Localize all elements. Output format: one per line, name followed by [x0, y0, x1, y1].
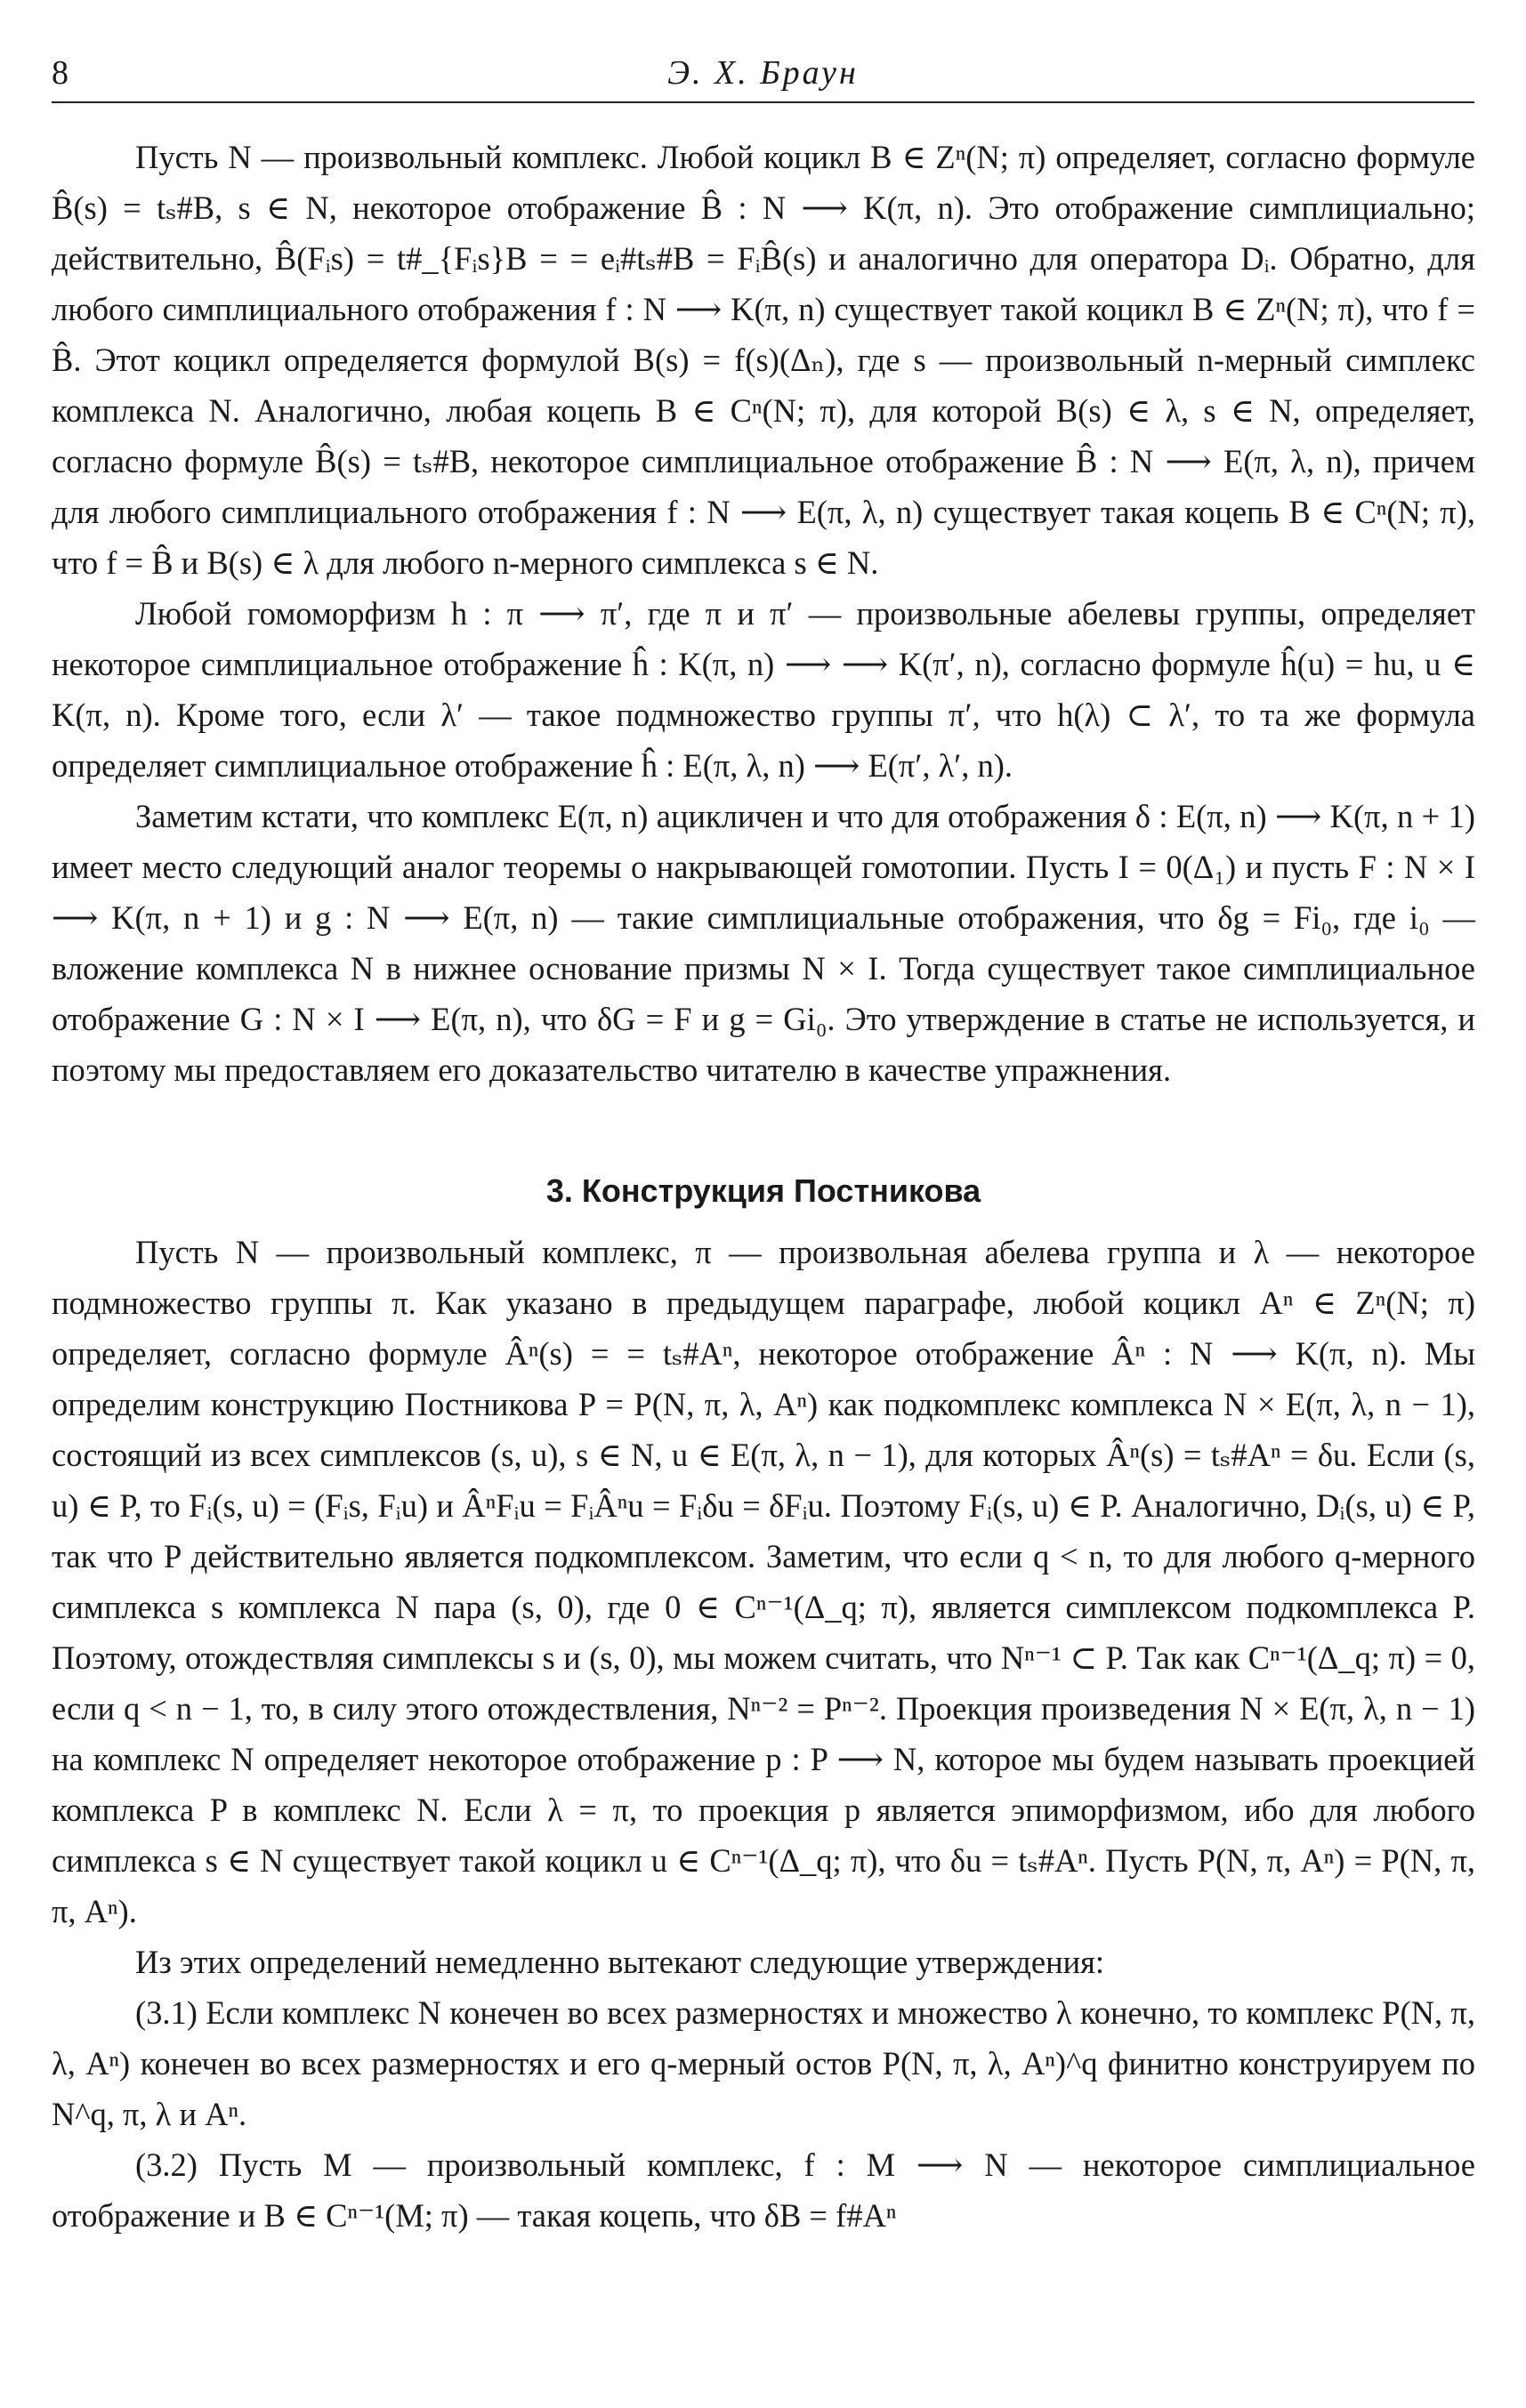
page-header	[52, 46, 1474, 103]
paragraph: Заметим кстати, что комплекс E(π, n) ацикличен и что для отображения δ : E(π, n) ⟶ K(π, n + 1) имеет место следующий аналог теоремы о накрывающей гомотопии. Пусть I = 0(Δ₁) и пусть F : N × I ⟶ K(π, n + 1) и g : N ⟶ E(π, n) — такие симплициальные отображения, что δg = Fi₀, где i₀ — вложение комплекса N в нижнее основание призмы N × I. Тогда существует такое симплициальное отображение G : N × I ⟶ E(π, n), что δG = F и g = Gi₀. Это утверждение в статье не используется, и поэтому мы предоставляем его доказательство читателю в качестве упражнения.	[52, 798, 1475, 1088]
running-head-author: Э. Х. Браун	[667, 54, 859, 92]
paragraph: Из этих определений немедленно вытекают следующие утверждения:	[135, 1944, 1105, 1980]
text-body	[52, 132, 1475, 2241]
section-title: 3. Конструкция Постникова	[545, 1172, 981, 1209]
paragraph: Пусть N — произвольный комплекс, π — произвольная абелева группа и λ — некоторое подмножество группы π. Как указано в предыдущем параграфе, любой коцикл Aⁿ ∈ Zⁿ(N; π) определяет, согласно формуле Âⁿ(s) = = tₛ#Aⁿ, некоторое отображение Âⁿ : N ⟶ K(π, n). Мы определим конструкцию Постникова P = P(N, π, λ, Aⁿ) как подкомплекс комплекса N × E(π, λ, n − 1), состоящий из всех симплексов (s, u), s ∈ N, u ∈ E(π, λ, n − 1), для которых Âⁿ(s) = tₛ#Aⁿ = δu. Если (s, u) ∈ P, то Fᵢ(s, u) = (Fᵢs, Fᵢu) и ÂⁿFᵢu = FᵢÂⁿu = Fᵢδu = δFᵢu. Поэтому Fᵢ(s, u) ∈ P. Аналогично, Dᵢ(s, u) ∈ P, так что P действительно является подкомплексом. Заметим, что если q < n, то для любого q-мерного симплекса s комплекса N пара (s, 0), где 0 ∈ Cⁿ⁻¹(Δ_q; π), является симплексом подкомплекса P. Поэтому, отождествляя симплексы s и (s, 0), мы можем считать, что Nⁿ⁻¹ ⊂ P. Так как Cⁿ⁻¹(Δ_q; π) = 0, если q < n − 1, то, в силу этого отождествления, Nⁿ⁻² = Pⁿ⁻². Проекция произведения N × E(π, λ, n − 1) на комплекс N определяет некоторое отображение p : P ⟶ N, которое мы будем называть проекцией комплекса P в комплекс N. Если λ = π, то проекция p является эпиморфизмом, ибо для любого симплекса s ∈ N существует такой коцикл u ∈ Cⁿ⁻¹(Δ_q; π), что δu = tₛ#Aⁿ. Пусть P(N, π, Aⁿ) = P(N, π, π, Aⁿ).	[52, 1234, 1475, 1929]
paragraph: Пусть N — произвольный комплекс. Любой коцикл B ∈ Zⁿ(N; π) определяет, согласно формуле B̂(s) = tₛ#B, s ∈ N, некоторое отображение B̂ : N ⟶ K(π, n). Это отображение симплициально; действительно, B̂(Fᵢs) = t#_{Fᵢs}B = = eᵢ#tₛ#B = FᵢB̂(s) и аналогично для оператора Dᵢ. Обратно, для любого симплициального отображения f : N ⟶ K(π, n) существует такой коцикл B ∈ Zⁿ(N; π), что f = B̂. Этот коцикл определяется формулой B(s) = f(s)(Δₙ), где s — произвольный n-мерный симплекс комплекса N. Аналогично, любая коцепь B ∈ Cⁿ(N; π), для которой B(s) ∈ λ, s ∈ N, определяет, согласно формуле B̂(s) = tₛ#B, некоторое симплициальное отображение B̂ : N ⟶ E(π, λ, n), причем для любого симплициального отображения f : N ⟶ E(π, λ, n) существует такая коцепь B ∈ Cⁿ(N; π), что f = B̂ и B(s) ∈ λ для любого n-мерного симплекса s ∈ N.	[52, 139, 1475, 581]
paragraph: Любой гомоморфизм h : π ⟶ π′, где π и π′ — произвольные абелевы группы, определяет некоторое симплициальное отображение ĥ : K(π, n) ⟶ ⟶ K(π′, n), согласно формуле ĥ(u) = hu, u ∈ K(π, n). Кроме того, если λ′ — такое подмножество группы π′, что h(λ) ⊂ λ′, то та же формула определяет симплициальное отображение ĥ : E(π, λ, n) ⟶ E(π′, λ′, n).	[52, 595, 1475, 784]
paragraph: (3.2) Пусть M — произвольный комплекс, f : M ⟶ N — некоторое симплициальное отображение и B ∈ Cⁿ⁻¹(M; π) — такая коцепь, что δB = f#Aⁿ	[52, 2146, 1475, 2234]
page-number: 8	[52, 54, 69, 92]
paragraph: (3.1) Если комплекс N конечен во всех размерностях и множество λ конечно, то комплекс P(N, π, λ, Aⁿ) конечен во всех размерностях и его q-мерный остов P(N, π, λ, Aⁿ)^q финитно конструируем по N^q, π, λ и Aⁿ.	[52, 1994, 1475, 2132]
